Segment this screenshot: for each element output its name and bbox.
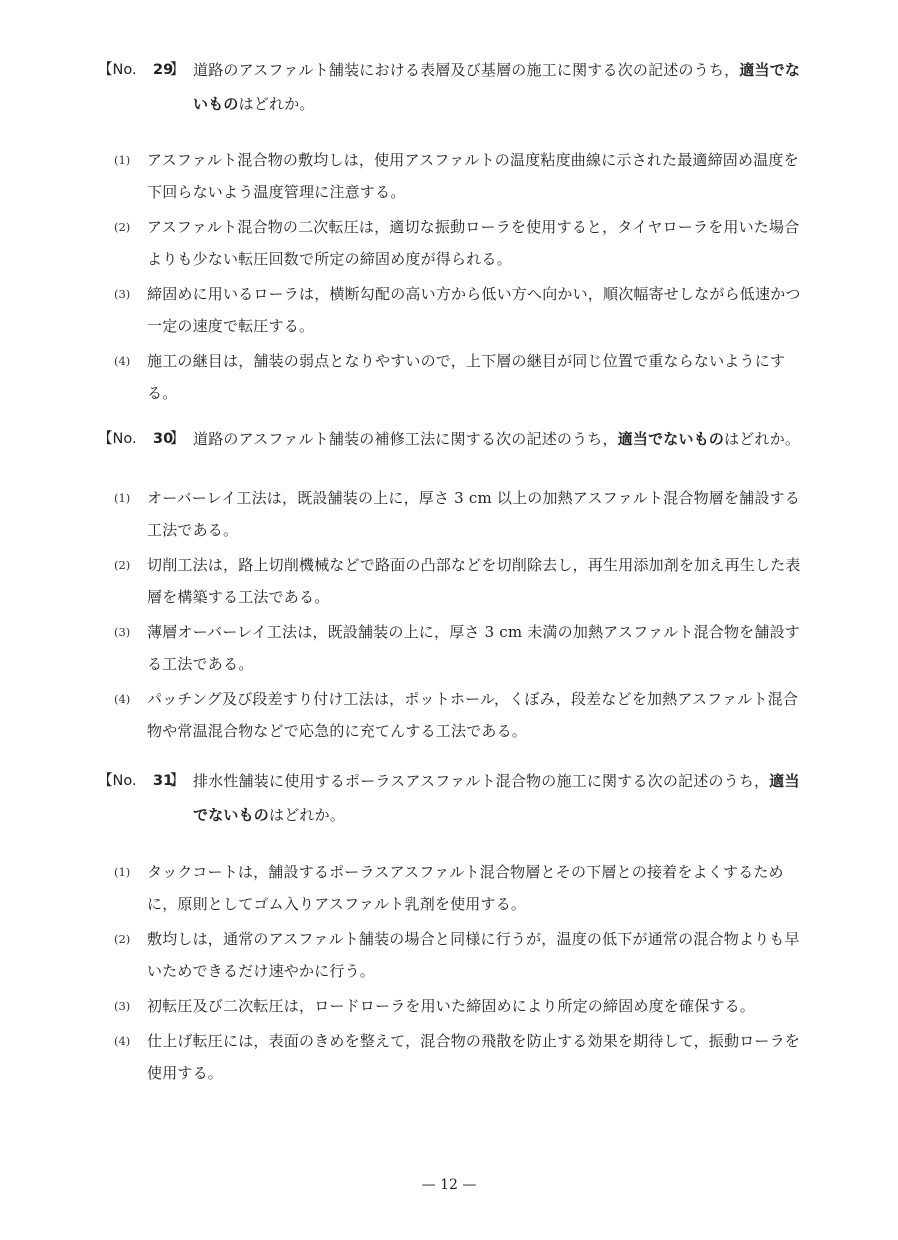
question-number-value: 30 — [153, 431, 174, 447]
question-emphasis: 適当でないもの — [617, 430, 725, 448]
option-text: オーバーレイ工法は，既設舗装の上に，厚さ 3 cm 以上の加熱アスファルト混合物層を舗設する工法である。 — [147, 489, 800, 539]
option-number: (3) — [114, 625, 131, 639]
question-number — [98, 766, 190, 796]
question-number-value: 31 — [153, 773, 174, 789]
option-number: (4) — [114, 354, 131, 368]
question-emphasis: 適当でないもの — [193, 772, 800, 824]
question-30 — [0, 424, 898, 454]
question-text-after: はどれか。 — [238, 95, 315, 113]
options-30 — [0, 482, 898, 750]
option-number: (1) — [114, 865, 131, 879]
option-item — [0, 856, 898, 920]
options-29 — [0, 144, 898, 412]
question-text-before: 排水性舗装に使用するポーラスアスファルト混合物の施工に関する次の記述のうち， — [193, 772, 770, 790]
option-number: (1) — [114, 491, 131, 505]
option-item — [0, 923, 898, 987]
option-text: 仕上げ転圧には，表面のきめを整えて，混合物の飛散を防止する効果を期待して，振動ローラを使用する。 — [147, 1032, 801, 1082]
option-text: 敷均しは，通常のアスファルト舗装の場合と同様に行うが，温度の低下が通常の混合物よりも早いためできるだけ速やかに行う。 — [147, 930, 800, 980]
option-item — [0, 616, 898, 680]
option-item — [0, 211, 898, 275]
question-open-bracket: 【No. — [98, 773, 137, 789]
option-text: 薄層オーバーレイ工法は，既設舗装の上に，厚さ 3 cm 未満の加熱アスファルト混合物を舗設する工法である。 — [147, 623, 800, 673]
question-text — [193, 764, 813, 832]
option-number: (2) — [114, 932, 131, 946]
question-open-bracket: 【No. — [98, 431, 137, 447]
question-text — [193, 422, 823, 456]
option-item — [0, 278, 898, 342]
option-text: 施工の継目は，舗装の弱点となりやすいので，上下層の継目が同じ位置で重ならないようにする。 — [147, 352, 786, 402]
option-text: タックコートは，舗設するポーラスアスファルト混合物層とその下層との接着をよくするために，原則としてゴム入りアスファルト乳剤を使用する。 — [147, 863, 784, 913]
question-number-value: 29 — [153, 62, 174, 78]
option-number: (1) — [114, 153, 131, 167]
question-emphasis: 適当でないもの — [193, 61, 801, 113]
options-31 — [0, 856, 898, 1092]
option-item — [0, 990, 898, 1022]
question-text-before: 道路のアスファルト舗装における表層及び基層の施工に関する次の記述のうち， — [193, 61, 740, 79]
option-text: 切削工法は，路上切削機械などで路面の凸部などを切削除去し，再生用添加剤を加え再生した表層を構築する工法である。 — [147, 556, 801, 606]
option-number: (2) — [114, 558, 131, 572]
question-text-before: 道路のアスファルト舗装の補修工法に関する次の記述のうち， — [193, 430, 618, 448]
question-open-bracket: 【No. — [98, 62, 137, 78]
question-close-bracket: 】 — [170, 431, 185, 447]
option-item — [0, 683, 898, 747]
option-number: (3) — [114, 287, 131, 301]
option-item — [0, 144, 898, 208]
option-item — [0, 482, 898, 546]
question-31 — [0, 766, 898, 824]
option-item — [0, 549, 898, 613]
question-29 — [0, 55, 898, 113]
question-number — [98, 424, 190, 454]
option-item — [0, 345, 898, 409]
option-number: (4) — [114, 1034, 131, 1048]
option-number: (4) — [114, 692, 131, 706]
question-close-bracket: 】 — [170, 773, 185, 789]
option-text: アスファルト混合物の二次転圧は，適切な振動ローラを使用すると，タイヤローラを用いた場合よりも少ない転圧回数で所定の締固め度が得られる。 — [147, 218, 800, 268]
option-number: (2) — [114, 220, 131, 234]
page-number: — 12 — — [421, 1177, 477, 1193]
option-text: パッチング及び段差すり付け工法は，ポットホール，くぼみ，段差などを加熱アスファルト混合物や常温混合物などで応急的に充てんする工法である。 — [147, 690, 799, 740]
option-text: 締固めに用いるローラは，横断勾配の高い方から低い方へ向かい，順次幅寄せしながら低速かつ一定の速度で転圧する。 — [147, 285, 801, 335]
option-text: 初転圧及び二次転圧は，ロードローラを用いた締固めにより所定の締固め度を確保する。 — [147, 997, 756, 1015]
question-number — [98, 55, 190, 85]
option-item — [0, 1025, 898, 1089]
question-text-after: はどれか。 — [724, 430, 801, 448]
question-text — [193, 53, 813, 121]
question-text-after: はどれか。 — [269, 806, 346, 824]
option-text: アスファルト混合物の敷均しは，使用アスファルトの温度粘度曲線に示された最適締固め温度を下回らないよう温度管理に注意する。 — [147, 151, 799, 201]
option-number: (3) — [114, 999, 131, 1013]
question-close-bracket: 】 — [170, 62, 185, 78]
